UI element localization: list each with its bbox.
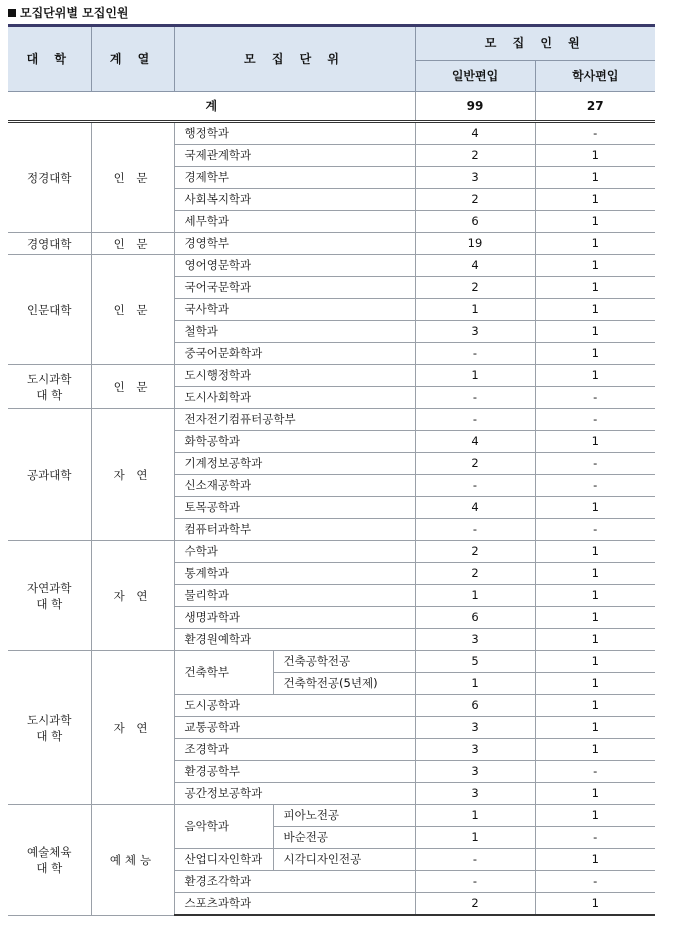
college-cell bbox=[8, 365, 91, 409]
general-count: 3 bbox=[415, 167, 535, 189]
bachelor-count: 1 bbox=[535, 695, 655, 717]
major-cell: 피아노전공 bbox=[273, 805, 415, 827]
unit-cell: 교통공학과 bbox=[174, 717, 415, 739]
general-count: 3 bbox=[415, 761, 535, 783]
college-name: 정경대학 bbox=[27, 170, 72, 185]
total-row bbox=[8, 92, 655, 122]
bachelor-count: - bbox=[535, 453, 655, 475]
bachelor-count: 1 bbox=[535, 255, 655, 277]
general-count: 2 bbox=[415, 893, 535, 916]
unit-cell: 국제관계학과 bbox=[174, 145, 415, 167]
general-count: 19 bbox=[415, 233, 535, 255]
general-count: - bbox=[415, 343, 535, 365]
general-count: - bbox=[415, 387, 535, 409]
unit-cell: 도시사회학과 bbox=[174, 387, 415, 409]
college-name: 공과대학 bbox=[27, 467, 72, 482]
college-name: 인문대학 bbox=[27, 302, 72, 317]
bachelor-count: 1 bbox=[535, 563, 655, 585]
unit-cell: 통계학과 bbox=[174, 563, 415, 585]
unit-cell: 컴퓨터과학부 bbox=[174, 519, 415, 541]
unit-cell: 생명과학과 bbox=[174, 607, 415, 629]
bachelor-count: 1 bbox=[535, 321, 655, 343]
general-count: 4 bbox=[415, 122, 535, 145]
unit-cell: 기계정보공학과 bbox=[174, 453, 415, 475]
unit-cell: 환경공학부 bbox=[174, 761, 415, 783]
unit-cell: 도시행정학과 bbox=[174, 365, 415, 387]
bachelor-count: 1 bbox=[535, 673, 655, 695]
series-cell: 인 문 bbox=[91, 233, 174, 255]
bachelor-count: 1 bbox=[535, 431, 655, 453]
unit-cell: 경영학부 bbox=[174, 233, 415, 255]
unit-cell: 국사학과 bbox=[174, 299, 415, 321]
college-name: 대 학 bbox=[36, 596, 63, 611]
college-cell bbox=[8, 805, 91, 916]
college-name: 도시과학 bbox=[27, 371, 72, 386]
college-cell bbox=[8, 122, 91, 233]
bachelor-count: - bbox=[535, 519, 655, 541]
unit-cell: 철학과 bbox=[174, 321, 415, 343]
general-count: 6 bbox=[415, 607, 535, 629]
bachelor-count: - bbox=[535, 871, 655, 893]
college-name: 대 학 bbox=[36, 387, 63, 402]
total-label: 계 bbox=[8, 92, 415, 122]
table-row bbox=[8, 122, 655, 145]
general-count: 6 bbox=[415, 211, 535, 233]
bachelor-count: - bbox=[535, 409, 655, 431]
unit-cell: 영어영문학과 bbox=[174, 255, 415, 277]
college-cell bbox=[8, 233, 91, 255]
bachelor-count: 1 bbox=[535, 211, 655, 233]
unit-cell: 행정학과 bbox=[174, 122, 415, 145]
college-name: 대 학 bbox=[36, 728, 63, 743]
bachelor-count: 1 bbox=[535, 343, 655, 365]
series-cell: 자 연 bbox=[91, 541, 174, 651]
unit-cell: 사회복지학과 bbox=[174, 189, 415, 211]
unit-cell: 건축학부 bbox=[174, 651, 273, 695]
general-count: 3 bbox=[415, 717, 535, 739]
bachelor-count: - bbox=[535, 827, 655, 849]
general-count: 4 bbox=[415, 255, 535, 277]
bachelor-count: 1 bbox=[535, 717, 655, 739]
bachelor-count: 1 bbox=[535, 585, 655, 607]
bachelor-transfer-header: 학사편입 bbox=[535, 61, 655, 92]
bachelor-count: 1 bbox=[535, 145, 655, 167]
bachelor-count: 1 bbox=[535, 607, 655, 629]
college-name: 대 학 bbox=[36, 860, 63, 875]
series-cell: 자 연 bbox=[91, 651, 174, 805]
general-count: 4 bbox=[415, 431, 535, 453]
bachelor-count: 1 bbox=[535, 497, 655, 519]
unit-cell: 경제학부 bbox=[174, 167, 415, 189]
general-count: - bbox=[415, 409, 535, 431]
general-count: - bbox=[415, 519, 535, 541]
general-count: 3 bbox=[415, 783, 535, 805]
general-count: 2 bbox=[415, 145, 535, 167]
unit-cell: 산업디자인학과 bbox=[174, 849, 273, 871]
bachelor-count: 1 bbox=[535, 739, 655, 761]
bachelor-count: 1 bbox=[535, 299, 655, 321]
bachelor-count: 1 bbox=[535, 189, 655, 211]
unit-cell: 스포츠과학과 bbox=[174, 893, 415, 916]
bachelor-count: 1 bbox=[535, 783, 655, 805]
bachelor-count: - bbox=[535, 387, 655, 409]
general-count: 1 bbox=[415, 827, 535, 849]
general-count: 1 bbox=[415, 585, 535, 607]
general-count: - bbox=[415, 871, 535, 893]
bachelor-count: - bbox=[535, 475, 655, 497]
unit-cell: 중국어문화학과 bbox=[174, 343, 415, 365]
college-cell bbox=[8, 409, 91, 541]
general-count: 2 bbox=[415, 541, 535, 563]
unit-cell: 화학공학과 bbox=[174, 431, 415, 453]
series-cell: 인 문 bbox=[91, 365, 174, 409]
general-count: 1 bbox=[415, 673, 535, 695]
bachelor-count: 1 bbox=[535, 277, 655, 299]
general-count: 5 bbox=[415, 651, 535, 673]
unit-cell: 전자전기컴퓨터공학부 bbox=[174, 409, 415, 431]
square-bullet-icon bbox=[8, 9, 16, 17]
total-bachelor: 27 bbox=[535, 92, 655, 122]
college-name: 예술체육 bbox=[27, 844, 72, 859]
unit-cell: 세무학과 bbox=[174, 211, 415, 233]
table-row bbox=[8, 233, 655, 255]
general-transfer-header: 일반편입 bbox=[415, 61, 535, 92]
major-cell: 시각디자인전공 bbox=[273, 849, 415, 871]
bachelor-count: - bbox=[535, 122, 655, 145]
series-cell: 예체능 bbox=[91, 805, 174, 916]
college-cell bbox=[8, 541, 91, 651]
unit-cell: 물리학과 bbox=[174, 585, 415, 607]
series-cell: 자 연 bbox=[91, 409, 174, 541]
bachelor-count: 1 bbox=[535, 651, 655, 673]
general-count: 4 bbox=[415, 497, 535, 519]
general-count: 1 bbox=[415, 299, 535, 321]
major-cell: 건축학전공(5년제) bbox=[273, 673, 415, 695]
major-cell: 바순전공 bbox=[273, 827, 415, 849]
general-count: 2 bbox=[415, 453, 535, 475]
general-count: 6 bbox=[415, 695, 535, 717]
general-count: 3 bbox=[415, 739, 535, 761]
general-count: 3 bbox=[415, 321, 535, 343]
bachelor-count: 1 bbox=[535, 541, 655, 563]
unit-cell: 조경학과 bbox=[174, 739, 415, 761]
table-row bbox=[8, 805, 655, 827]
unit-cell: 음악학과 bbox=[174, 805, 273, 849]
college-cell bbox=[8, 255, 91, 365]
unit-cell: 신소재공학과 bbox=[174, 475, 415, 497]
table-row bbox=[8, 365, 655, 387]
general-count: 3 bbox=[415, 629, 535, 651]
bachelor-count: 1 bbox=[535, 167, 655, 189]
bachelor-count: - bbox=[535, 761, 655, 783]
section-title bbox=[8, 4, 129, 21]
bachelor-count: 1 bbox=[535, 893, 655, 916]
total-general: 99 bbox=[415, 92, 535, 122]
unit-cell: 국어국문학과 bbox=[174, 277, 415, 299]
bachelor-count: 1 bbox=[535, 629, 655, 651]
table-row bbox=[8, 651, 655, 673]
general-count: 1 bbox=[415, 805, 535, 827]
unit-header: 모 집 단 위 bbox=[174, 26, 415, 92]
unit-cell: 환경원예학과 bbox=[174, 629, 415, 651]
table-row bbox=[8, 255, 655, 277]
table-row bbox=[8, 541, 655, 563]
unit-cell: 토목공학과 bbox=[174, 497, 415, 519]
bachelor-count: 1 bbox=[535, 805, 655, 827]
college-name: 도시과학 bbox=[27, 712, 72, 727]
major-cell: 건축공학전공 bbox=[273, 651, 415, 673]
general-count: - bbox=[415, 849, 535, 871]
quota-table bbox=[8, 24, 655, 916]
series-cell: 인 문 bbox=[91, 122, 174, 233]
general-count: 2 bbox=[415, 563, 535, 585]
college-cell bbox=[8, 651, 91, 805]
unit-cell: 수학과 bbox=[174, 541, 415, 563]
unit-cell: 공간정보공학과 bbox=[174, 783, 415, 805]
unit-cell: 환경조각학과 bbox=[174, 871, 415, 893]
college-name: 자연과학 bbox=[27, 580, 72, 595]
college-name: 경영대학 bbox=[27, 236, 72, 251]
table-row bbox=[8, 409, 655, 431]
bachelor-count: 1 bbox=[535, 849, 655, 871]
bachelor-count: 1 bbox=[535, 233, 655, 255]
quota-header: 모 집 인 원 bbox=[415, 26, 655, 61]
section-title-text: 모집단위별 모집인원 bbox=[20, 6, 129, 20]
college-header: 대 학 bbox=[8, 26, 91, 92]
general-count: 2 bbox=[415, 189, 535, 211]
unit-cell: 도시공학과 bbox=[174, 695, 415, 717]
general-count: 2 bbox=[415, 277, 535, 299]
general-count: 1 bbox=[415, 365, 535, 387]
bachelor-count: 1 bbox=[535, 365, 655, 387]
series-cell: 인 문 bbox=[91, 255, 174, 365]
series-header: 계 열 bbox=[91, 26, 174, 92]
general-count: - bbox=[415, 475, 535, 497]
